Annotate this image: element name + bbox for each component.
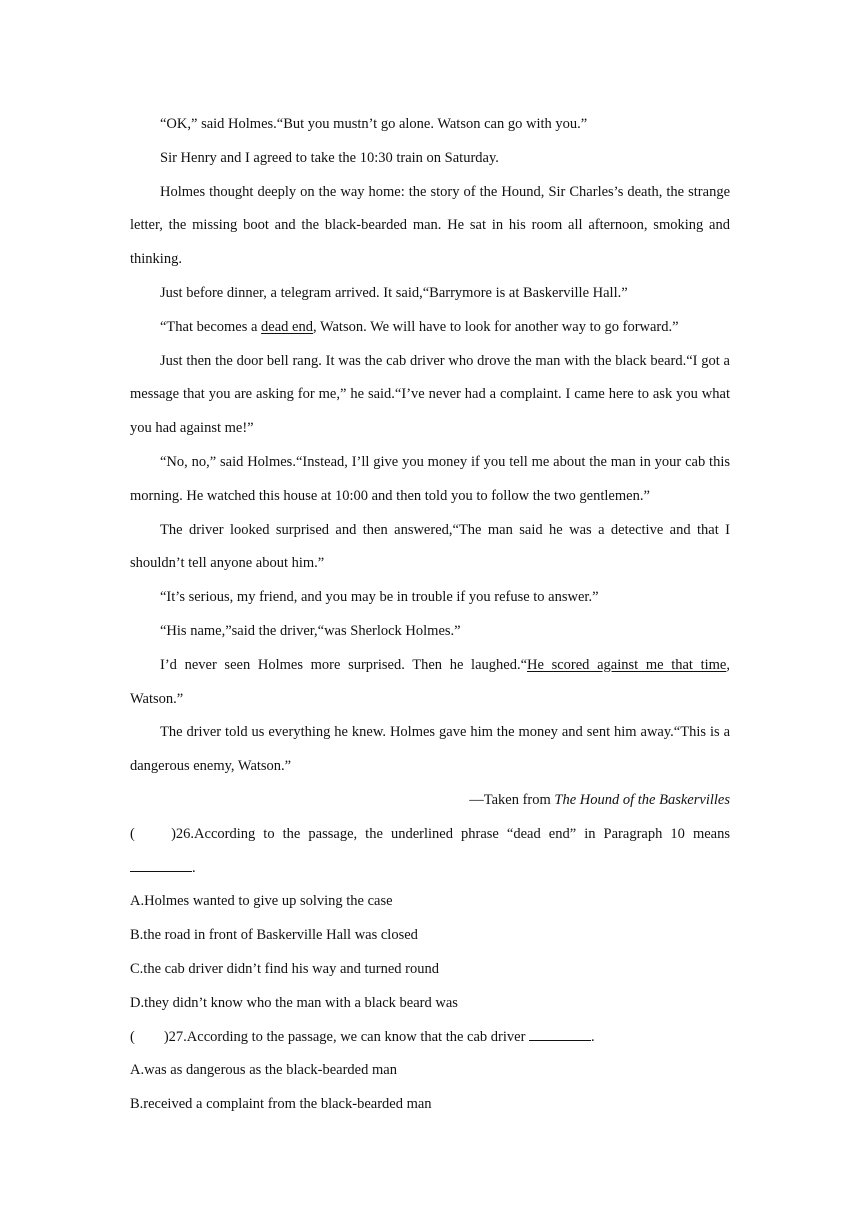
text: , Watson.” bbox=[130, 656, 730, 707]
option: A.was as dangerous as the black-bearded man bbox=[130, 1062, 397, 1079]
question-26 bbox=[130, 818, 730, 886]
question-tail: . bbox=[591, 1028, 595, 1045]
paragraph: The driver looked surprised and then answered,“The man said he was a detective and that I shouldn’t tell anyone about him.” bbox=[130, 521, 730, 572]
paragraph: “OK,” said Holmes.“But you mustn’t go alone. Watson can go with you.” bbox=[160, 116, 588, 132]
paragraph bbox=[130, 649, 730, 717]
source-title: The Hound of the Baskervilles bbox=[554, 791, 730, 808]
option: B.the road in front of Baskerville Hall was closed bbox=[130, 927, 418, 944]
paragraph: Just then the door bell rang. It was the cab driver who drove the man with the black beard.“I got a message that you are asking for me,” he said.“I’ve never had a complaint. I came here to ask you what you had against me!” bbox=[130, 352, 730, 437]
option: C.the cab driver didn’t find his way and turned round bbox=[130, 960, 439, 977]
paragraph: “It’s serious, my friend, and you may be in trouble if you refuse to answer.” bbox=[160, 589, 599, 606]
answer-paren[interactable]: ( ) bbox=[130, 825, 176, 842]
question-stem: 26.According to the passage, the underlined phrase “dead end” in Paragraph 10 means bbox=[175, 825, 730, 842]
source-prefix: —Taken from bbox=[469, 791, 555, 808]
answer-blank[interactable] bbox=[130, 870, 192, 872]
option: B.received a complaint from the black-bearded man bbox=[130, 1096, 432, 1113]
question-stem: 27.According to the passage, we can know that the cab driver bbox=[168, 1028, 526, 1045]
text: I’d never seen Holmes more surprised. Then he laughed.“ bbox=[160, 656, 528, 673]
answer-blank[interactable] bbox=[529, 1039, 591, 1041]
question-tail: . bbox=[192, 859, 196, 876]
paragraph: The driver told us everything he knew. Holmes gave him the money and sent him away.“This is a dangerous enemy, Watson.” bbox=[130, 724, 730, 775]
option: D.they didn’t know who the man with a black beard was bbox=[130, 994, 458, 1011]
question-27 bbox=[130, 1021, 730, 1055]
paragraph: “His name,”said the driver,“was Sherlock Holmes.” bbox=[160, 622, 461, 639]
answer-paren[interactable]: ( ) bbox=[130, 1028, 169, 1045]
underlined-phrase-dead-end: dead end bbox=[261, 318, 313, 335]
paragraph: Sir Henry and I agreed to take the 10:30 train on Saturday. bbox=[160, 149, 499, 166]
paragraph: Holmes thought deeply on the way home: the story of the Hound, Sir Charles’s death, the strange letter, the missing boot and the black-bearded man. He sat in his room all afternoon, smoking and thinking. bbox=[130, 183, 730, 268]
text: “That becomes a bbox=[160, 318, 262, 335]
underlined-sentence: He scored against me that time bbox=[527, 656, 727, 673]
source-attribution bbox=[130, 784, 730, 818]
paragraph: “No, no,” said Holmes.“Instead, I’ll give you money if you tell me about the man in your cab this morning. He watched this house at 10:00 and then told you to follow the two gentlemen.” bbox=[130, 453, 730, 504]
paragraph: Just before dinner, a telegram arrived. It said,“Barrymore is at Baskerville Hall.” bbox=[160, 284, 628, 301]
option: A.Holmes wanted to give up solving the case bbox=[130, 893, 393, 910]
paragraph bbox=[130, 311, 730, 345]
document-body bbox=[130, 108, 730, 1122]
text: , Watson. We will have to look for another way to go forward.” bbox=[312, 318, 679, 335]
